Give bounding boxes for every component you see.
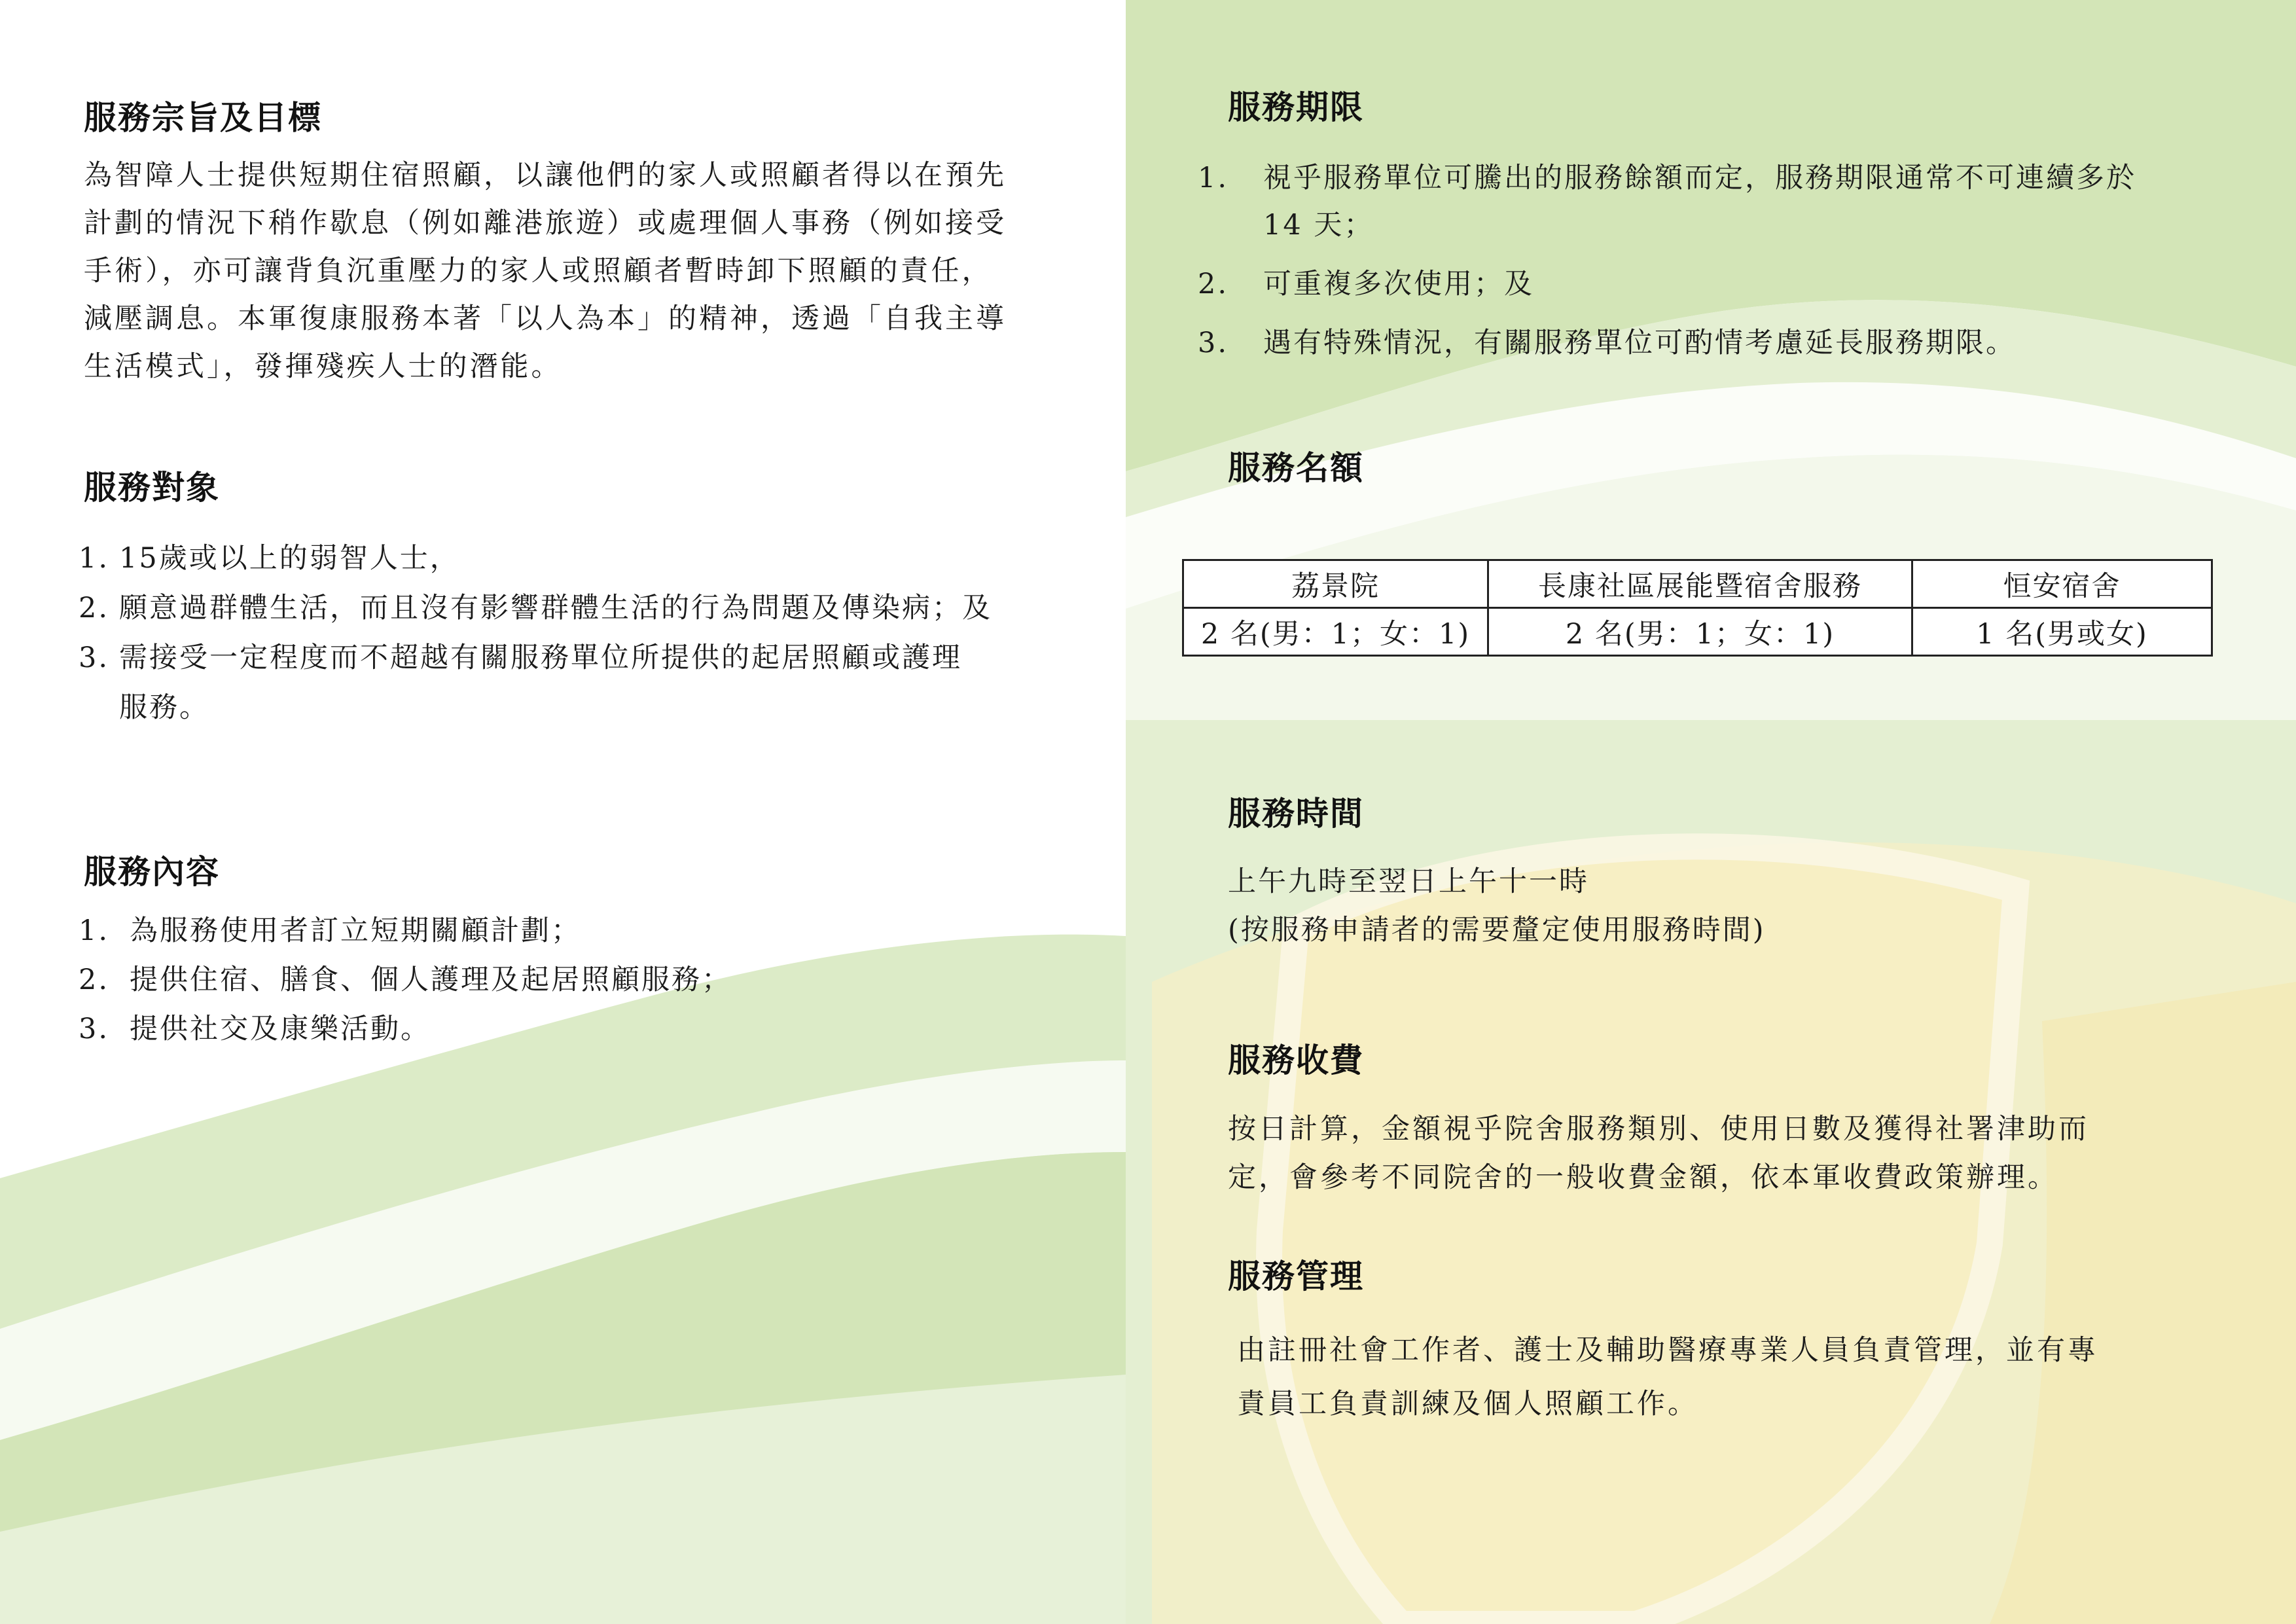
list-number: 1.	[1198, 162, 1229, 194]
list-text: 14 天；	[1263, 209, 1374, 242]
fees-heading: 服務收費	[1228, 1041, 1364, 1079]
list-text: 提供住宿、膳食、個人護理及起居照顧服務；	[130, 964, 732, 996]
list-number: 2.	[79, 592, 110, 624]
list-item	[79, 956, 1086, 1005]
content-heading: 服務內容	[84, 852, 220, 891]
management-line: 責員工負責訓練及個人照顧工作。	[1237, 1388, 1698, 1420]
list-text: 需接受一定程度而不超越有關服務單位所提供的起居照顧或護理	[119, 641, 962, 674]
list-item	[79, 583, 1086, 633]
list-number: 1.	[79, 914, 110, 947]
aims-line: 手術），亦可讓背負沉重壓力的家人或照顧者暫時卸下照顧的責任，	[84, 255, 993, 287]
list-text: 15歲或以上的弱智人士，	[119, 542, 460, 575]
table-header-cell: 荔景院	[1183, 560, 1488, 608]
management-paragraph	[1237, 1324, 2258, 1431]
list-text: 服務。	[119, 691, 209, 724]
list-item	[79, 633, 1086, 732]
table-header-cell: 恒安宿舍	[1912, 560, 2212, 608]
target-list	[79, 533, 1086, 732]
aims-line: 計劃的情況下稍作歇息（例如離港旅遊）或處理個人事務（例如接受	[84, 207, 1007, 240]
hours-heading: 服務時間	[1228, 794, 1364, 833]
table-cell: 1 名(男或女)	[1912, 608, 2212, 656]
list-item	[79, 1005, 1086, 1054]
table-cell: 2 名(男：1；女：1)	[1488, 608, 1912, 656]
list-text: 提供社交及康樂活動。	[130, 1013, 431, 1045]
management-heading: 服務管理	[1228, 1257, 1364, 1295]
aims-line: 為智障人士提供短期住宿照顧，以讓他們的家人或照顧者得以在預先	[84, 159, 1007, 192]
aims-line: 減壓調息。本軍復康服務本著「以人為本」的精神，透過「自我主導	[84, 302, 1007, 335]
hours-line: 上午九時至翌日上午十一時	[1228, 865, 1589, 898]
fees-line: 按日計算，金額視乎院舍服務類別、使用日數及獲得社署津助而	[1228, 1113, 2089, 1146]
fees-line: 定，會參考不同院舍的一般收費金額，依本軍收費政策辦理。	[1228, 1161, 2058, 1194]
list-number: 3.	[79, 641, 110, 674]
list-number: 2.	[79, 964, 110, 996]
hours-paragraph	[1228, 857, 2249, 954]
aims-paragraph	[84, 152, 1105, 391]
period-list	[1198, 154, 2245, 378]
target-heading: 服務對象	[84, 468, 220, 507]
list-item	[79, 533, 1086, 583]
list-item	[79, 907, 1086, 956]
table-row	[1183, 608, 2212, 656]
list-number: 1.	[79, 542, 110, 575]
management-line: 由註冊社會工作者、護士及輔助醫療專業人員負責管理，並有專	[1237, 1334, 2098, 1367]
list-item	[1198, 319, 2245, 367]
period-heading: 服務期限	[1228, 88, 1364, 126]
table-cell: 2 名(男：1；女：1)	[1183, 608, 1488, 656]
content-list	[79, 907, 1086, 1054]
list-text: 視乎服務單位可騰出的服務餘額而定，服務期限通常不可連續多於	[1263, 162, 2136, 194]
quota-table	[1182, 559, 2213, 657]
aims-heading: 服務宗旨及目標	[84, 98, 322, 137]
list-text: 可重複多次使用；及	[1263, 268, 1534, 300]
table-header-cell: 長康社區展能暨宿舍服務	[1488, 560, 1912, 608]
hours-line: (按服務申請者的需要釐定使用服務時間)	[1228, 914, 1766, 947]
list-item	[1198, 261, 2245, 308]
list-text: 遇有特殊情況，有關服務單位可酌情考慮延長服務期限。	[1263, 327, 2016, 359]
list-item	[1198, 154, 2245, 249]
list-text: 為服務使用者訂立短期關顧計劃；	[130, 914, 581, 947]
fees-paragraph	[1228, 1105, 2249, 1202]
quota-heading: 服務名額	[1228, 448, 1364, 487]
aims-line: 生活模式」，發揮殘疾人士的潛能。	[84, 350, 562, 383]
list-number: 3.	[79, 1013, 110, 1045]
list-number: 3.	[1198, 327, 1229, 359]
list-text: 願意過群體生活，而且沒有影響群體生活的行為問題及傳染病；及	[119, 592, 992, 624]
table-header-row	[1183, 560, 2212, 608]
list-number: 2.	[1198, 268, 1229, 300]
